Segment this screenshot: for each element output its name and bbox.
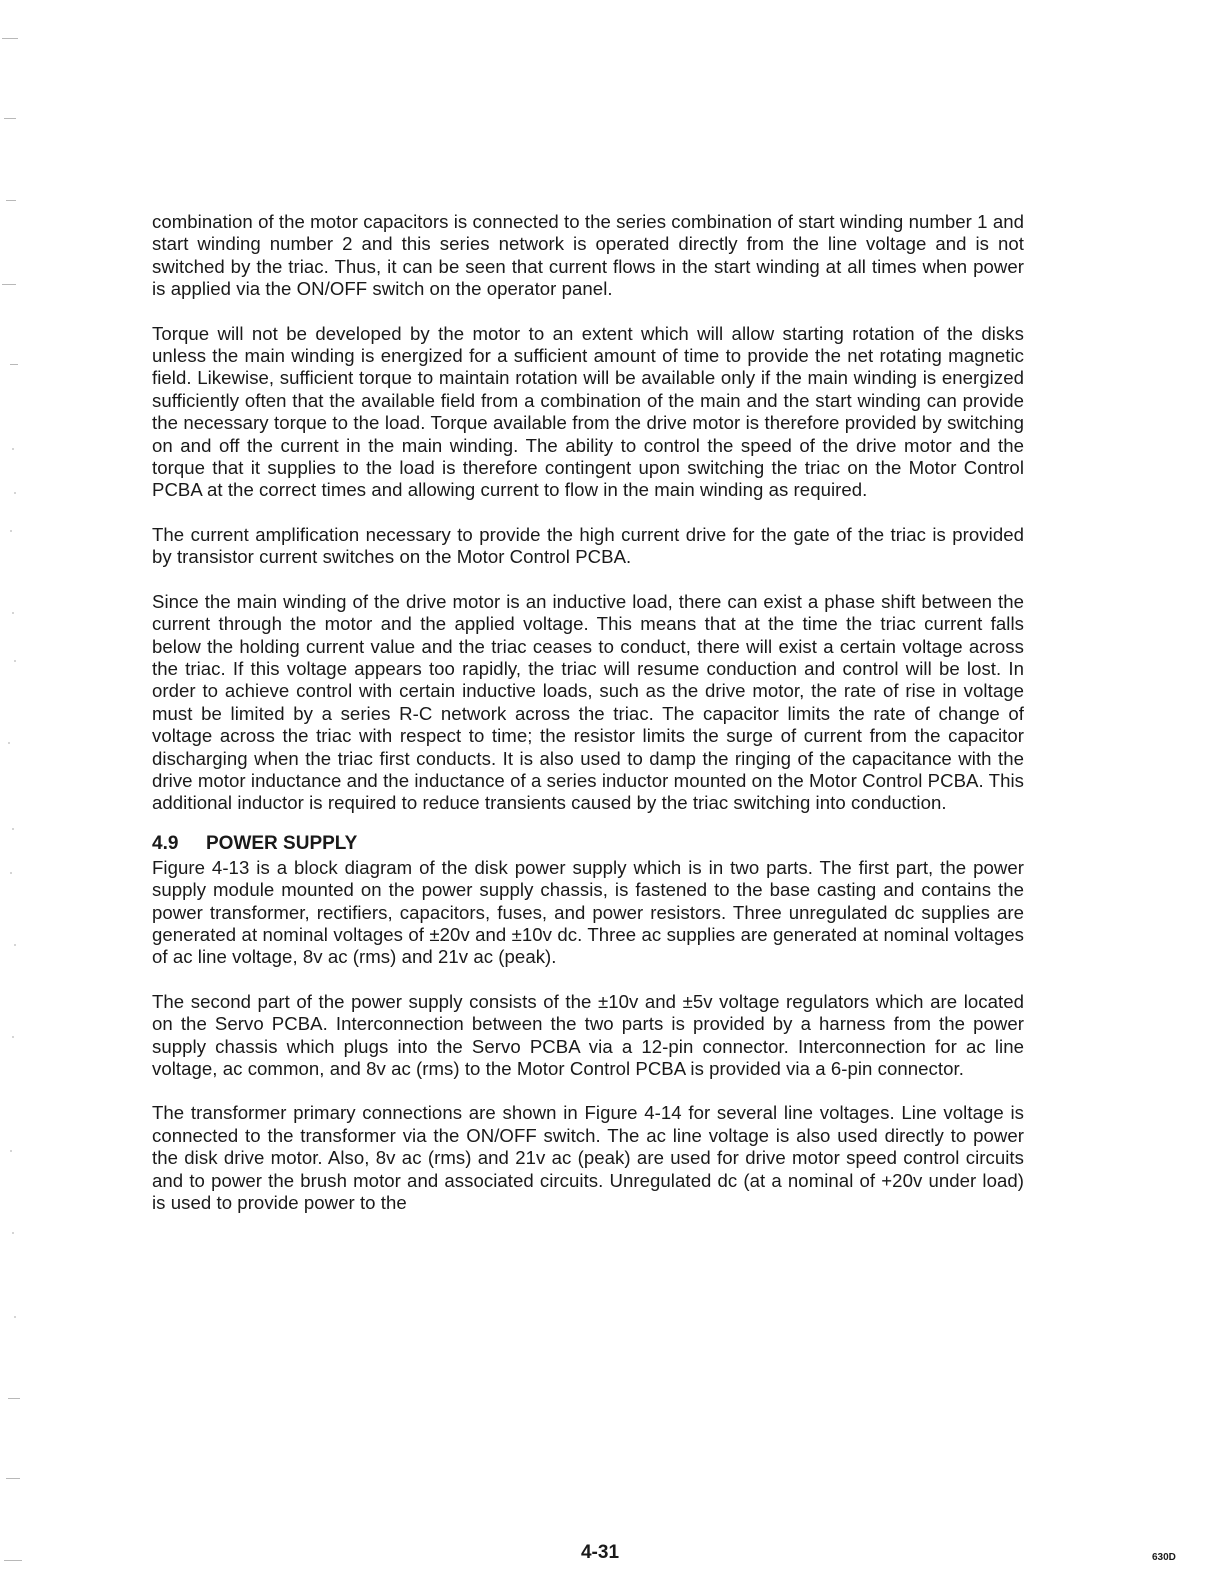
- scan-speck: [12, 612, 14, 614]
- scan-speck: [14, 944, 16, 946]
- scan-speck: [14, 1316, 16, 1318]
- left-margin-scan-marks: [0, 0, 30, 1584]
- scan-speck: [10, 1150, 12, 1152]
- section-number: 4.9: [152, 832, 179, 854]
- scan-speck: [12, 448, 14, 450]
- scan-mark: [10, 364, 18, 365]
- scan-speck: [10, 872, 12, 874]
- paragraph-inductive-load: Since the main winding of the drive motor is an inductive load, there can exist a phase shift between the current through the motor and the applied voltage. This means that at the time the triac current falls below the holding current value and the triac ceases to conduct, there will exist a certain voltage across the triac. If this voltage appears too rapidly, the triac will resume conduction and control will be lost. In order to achieve control with certain inductive loads, such as the drive motor, the rate of rise in voltage must be limited by a series R-C network across the triac. The capacitor limits the rate of change of voltage across the triac with respect to time; the resistor limits the surge of current from the capacitor discharging when the triac first conducts. It is also used to damp the ringing of the capacitance with the drive motor inductance and the inductance of a series inductor mounted on the Motor Control PCBA. This additional inductor is required to reduce transients caused by the triac switching into conduction.: [152, 590, 1024, 814]
- scan-mark: [4, 118, 16, 119]
- scan-speck: [14, 492, 16, 494]
- paragraph-torque: Torque will not be developed by the motor to an extent which will allow starting rotation of the disks unless the main winding is energized for a sufficient amount of time to provide the net rotating magnetic field. Likewise, sufficient torque to maintain rotation will be available only if the main winding is energized sufficiently often that the available field from a combination of the main and the start winding can provide the necessary torque to the load. Torque available from the drive motor is therefore provided by switching on and off the current in the main winding. The ability to control the speed of the drive motor and the torque that it supplies to the load is therefore contingent upon switching the triac on the Motor Control PCBA at the correct times and allowing current to flow in the main winding as required.: [152, 322, 1024, 501]
- paragraph-transformer-primary: The transformer primary connections are shown in Figure 4-14 for several line voltages. Line voltage is connected to the transformer via the ON/OFF switch. The ac line voltage is also used directly to power the disk drive motor. Also, 8v ac (rms) and 21v ac (peak) are used for drive motor speed control circuits and to power the brush motor and associated circuits. Unregulated dc (at a nominal of +20v under load) is used to provide power to the: [152, 1102, 1024, 1214]
- paragraph-start-winding: combination of the motor capacitors is connected to the series combination of start winding number 1 and start winding number 2 and this series network is operated directly from the line voltage and is not switched by the triac. Thus, it can be seen that current flows in the start winding at all times when power is applied via the ON/OFF switch on the operator panel.: [152, 211, 1024, 300]
- scan-speck: [8, 742, 10, 744]
- scan-mark: [6, 200, 16, 201]
- scan-speck: [12, 1232, 14, 1234]
- paragraph-second-part: The second part of the power supply consists of the ±10v and ±5v voltage regulators which are located on the Servo PCBA. Interconnection between the two parts is provided by a harness from the power supply chassis which plugs into the Servo PCBA via a 12-pin connector. Interconnection for ac line voltage, ac common, and 8v ac (rms) to the Motor Control PCBA is provided via a 6-pin connector.: [152, 990, 1024, 1079]
- scan-mark: [8, 1398, 20, 1399]
- section-heading-power-supply: [152, 833, 1024, 855]
- page-number: 4-31: [580, 1542, 620, 1563]
- scan-mark: [6, 1478, 20, 1479]
- paragraph-block-diagram: Figure 4-13 is a block diagram of the disk power supply which is in two parts. The first part, the power supply module mounted on the power supply chassis, is fastened to the base casting and contains the power transformer, rectifiers, capacitors, fuses, and power resistors. Three unregulated dc supplies are generated at nominal voltages of ±20v and ±10v dc. Three ac supplies are generated at nominal voltages of ac line voltage, 8v ac (rms) and 21v ac (peak).: [152, 856, 1024, 968]
- scan-speck: [12, 1036, 14, 1038]
- scan-mark: [4, 1560, 22, 1561]
- scan-mark: [2, 284, 16, 285]
- scan-speck: [14, 660, 16, 662]
- main-text-column: [152, 211, 1024, 1236]
- scan-speck: [12, 828, 14, 830]
- paragraph-current-amplification: The current amplification necessary to provide the high current drive for the gate of the triac is provided by transistor current switches on the Motor Control PCBA.: [152, 523, 1024, 568]
- document-code: 630D: [1152, 1552, 1176, 1563]
- scan-speck: [10, 530, 12, 532]
- scan-mark: [2, 38, 18, 39]
- section-title: POWER SUPPLY: [206, 832, 358, 854]
